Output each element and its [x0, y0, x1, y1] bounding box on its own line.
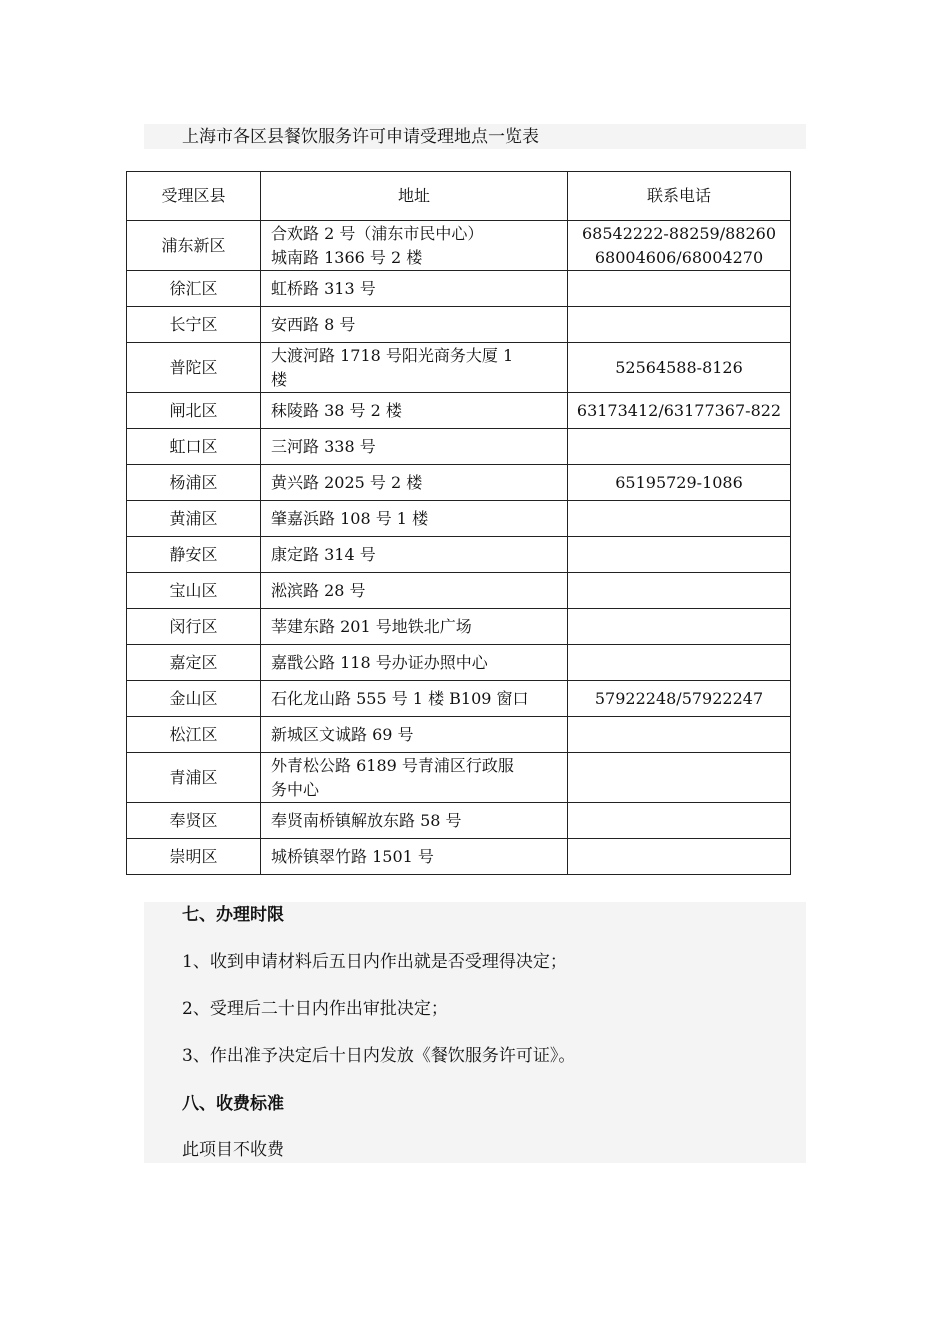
address-cell: 肇嘉浜路 108 号 1 楼	[261, 501, 568, 537]
table-row	[127, 501, 791, 537]
district-cell: 闵行区	[127, 609, 261, 645]
table-row	[127, 645, 791, 681]
address-cell: 石化龙山路 555 号 1 楼 B109 窗口	[261, 681, 568, 717]
section7-item: 2、受理后二十日内作出审批决定；	[182, 999, 448, 1019]
district-cell: 黄浦区	[127, 501, 261, 537]
section7-item: 3、作出准予决定后十日内发放《餐饮服务许可证》。	[182, 1046, 576, 1066]
address-cell: 新城区文诚路 69 号	[261, 717, 568, 753]
district-cell: 长宁区	[127, 307, 261, 343]
phone-cell: 57922248/57922247	[568, 681, 791, 717]
phone-cell	[568, 717, 791, 753]
district-cell: 松江区	[127, 717, 261, 753]
district-cell: 杨浦区	[127, 465, 261, 501]
address-cell: 莘建东路 201 号地铁北广场	[261, 609, 568, 645]
address-cell: 秣陵路 38 号 2 楼	[261, 393, 568, 429]
district-cell: 虹口区	[127, 429, 261, 465]
phone-cell: 52564588-8126	[568, 343, 791, 393]
table-row	[127, 753, 791, 803]
section8-text: 此项目不收费	[182, 1140, 284, 1160]
address-cell: 奉贤南桥镇解放东路 58 号	[261, 803, 568, 839]
district-cell: 金山区	[127, 681, 261, 717]
table-row	[127, 839, 791, 875]
address-cell: 虹桥路 313 号	[261, 271, 568, 307]
table-row	[127, 465, 791, 501]
table-row	[127, 681, 791, 717]
header-district: 受理区县	[127, 172, 261, 221]
district-cell: 宝山区	[127, 573, 261, 609]
phone-cell	[568, 839, 791, 875]
district-cell: 嘉定区	[127, 645, 261, 681]
phone-cell	[568, 429, 791, 465]
table-row	[127, 573, 791, 609]
table-row	[127, 429, 791, 465]
phone-cell	[568, 307, 791, 343]
phone-cell	[568, 537, 791, 573]
address-cell: 城桥镇翠竹路 1501 号	[261, 839, 568, 875]
district-cell: 青浦区	[127, 753, 261, 803]
section7-heading: 七、办理时限	[182, 905, 284, 925]
address-cell: 嘉戬公路 118 号办证办照中心	[261, 645, 568, 681]
table-row	[127, 393, 791, 429]
locations-table	[126, 171, 791, 875]
phone-cell: 68542222-88259/88260 68004606/68004270	[568, 221, 791, 271]
address-cell: 安西路 8 号	[261, 307, 568, 343]
phone-cell	[568, 803, 791, 839]
table-row	[127, 803, 791, 839]
section7-item: 1、收到申请材料后五日内作出就是否受理得决定；	[182, 952, 567, 972]
address-cell: 淞滨路 28 号	[261, 573, 568, 609]
phone-cell	[568, 501, 791, 537]
district-cell: 徐汇区	[127, 271, 261, 307]
table-row	[127, 609, 791, 645]
table-header-row	[127, 172, 791, 221]
district-cell: 闸北区	[127, 393, 261, 429]
address-cell: 外青松公路 6189 号青浦区行政服 务中心	[261, 753, 568, 803]
table-body	[127, 221, 791, 875]
phone-cell	[568, 609, 791, 645]
address-cell: 合欢路 2 号（浦东市民中心） 城南路 1366 号 2 楼	[261, 221, 568, 271]
document-title: 上海市各区县餐饮服务许可申请受理地点一览表	[182, 127, 539, 147]
district-cell: 静安区	[127, 537, 261, 573]
table-row	[127, 307, 791, 343]
district-cell: 普陀区	[127, 343, 261, 393]
district-cell: 崇明区	[127, 839, 261, 875]
address-cell: 大渡河路 1718 号阳光商务大厦 1 楼	[261, 343, 568, 393]
phone-cell: 63173412/63177367-822	[568, 393, 791, 429]
phone-cell	[568, 645, 791, 681]
phone-cell	[568, 271, 791, 307]
header-address: 地址	[261, 172, 568, 221]
district-cell: 浦东新区	[127, 221, 261, 271]
phone-cell	[568, 753, 791, 803]
phone-cell: 65195729-1086	[568, 465, 791, 501]
table-row	[127, 271, 791, 307]
table-row	[127, 537, 791, 573]
notes-band	[144, 902, 806, 1163]
district-cell: 奉贤区	[127, 803, 261, 839]
address-cell: 康定路 314 号	[261, 537, 568, 573]
table-row	[127, 221, 791, 271]
phone-cell	[568, 573, 791, 609]
header-phone: 联系电话	[568, 172, 791, 221]
table-row	[127, 343, 791, 393]
address-cell: 黄兴路 2025 号 2 楼	[261, 465, 568, 501]
section8-heading: 八、收费标准	[182, 1094, 284, 1114]
table-row	[127, 717, 791, 753]
address-cell: 三河路 338 号	[261, 429, 568, 465]
